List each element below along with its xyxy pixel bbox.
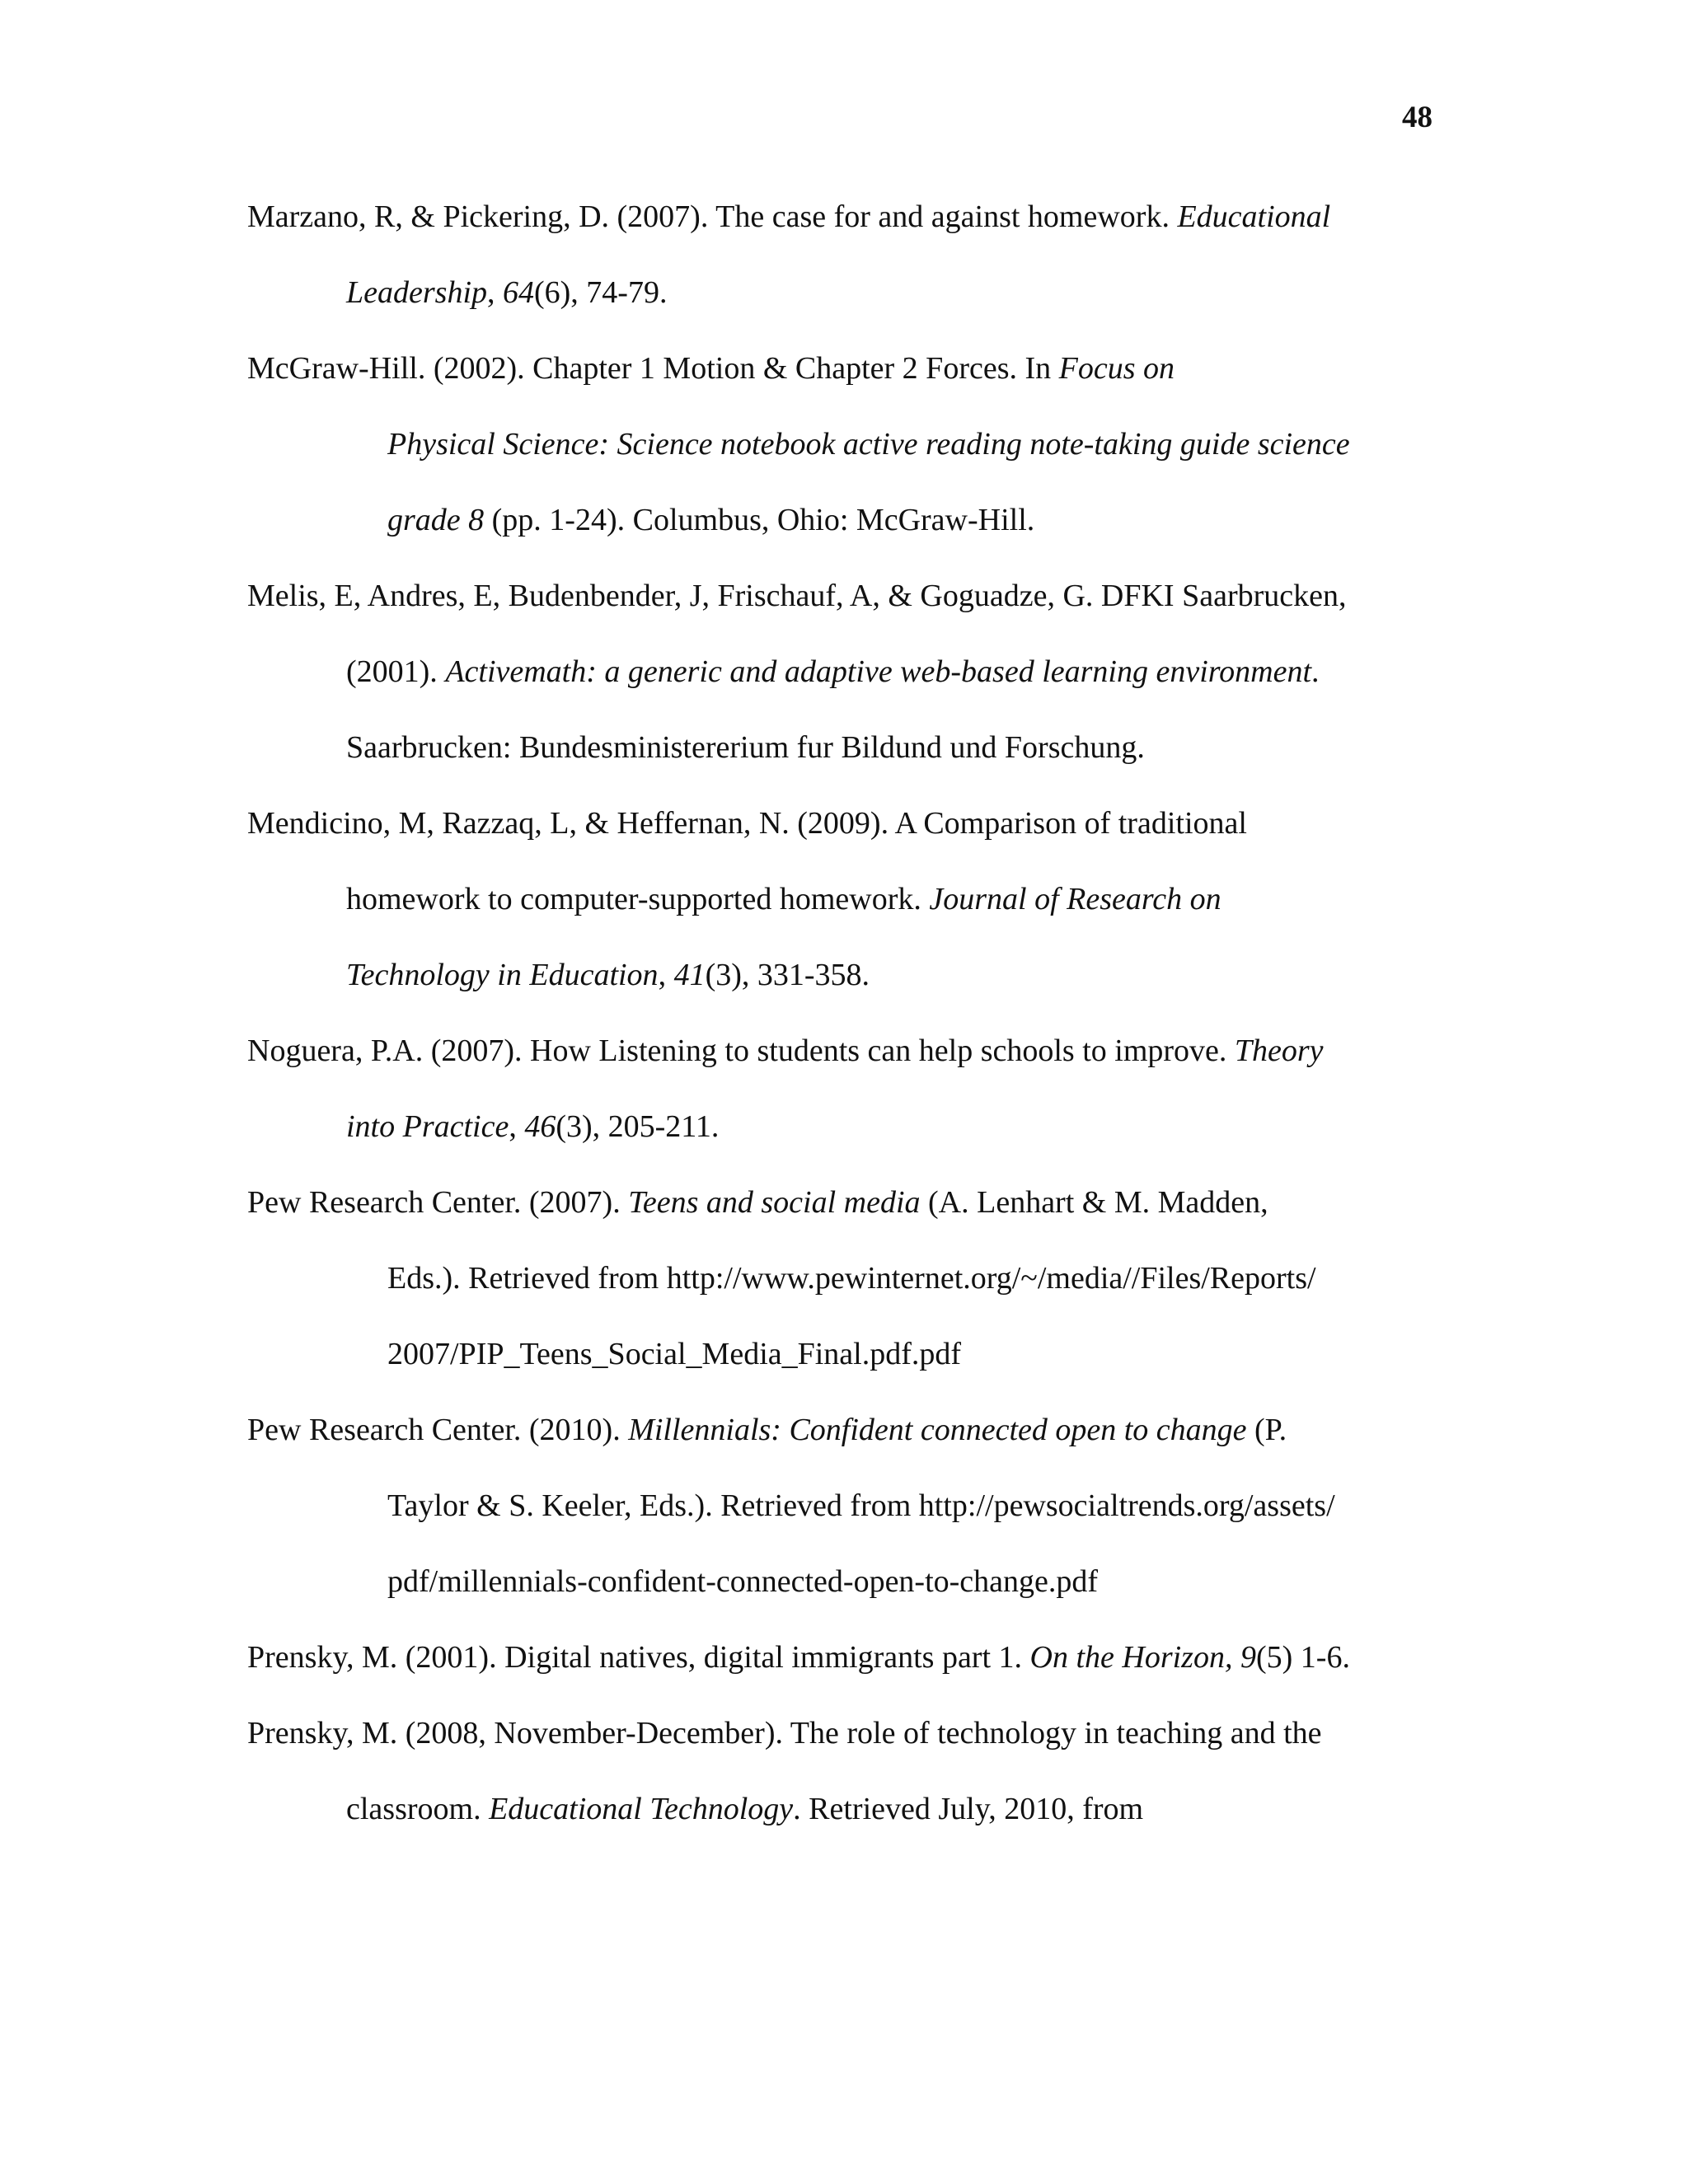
reference-italic-text: Millennials: Confident connected open to change: [628, 1413, 1247, 1447]
reference-italic-text: Leadership: [346, 275, 487, 310]
reference-text: Noguera, P.A. (2007). How Listening to students can help schools to improve.: [247, 1033, 1235, 1068]
reference-line: [346, 729, 1145, 766]
reference-text: ,: [487, 275, 503, 310]
reference-text: Prensky, M. (2008, November-December). The role of technology in teaching and the: [247, 1716, 1322, 1750]
reference-text: Marzano, R, & Pickering, D. (2007). The case for and against homework.: [247, 199, 1178, 234]
reference-italic-text: Teens and social media: [628, 1185, 921, 1220]
reference-italic-text: Technology in Education: [346, 958, 659, 992]
reference-italic-text: grade 8: [387, 503, 485, 537]
reference-text: Melis, E, Andres, E, Budenbender, J, Frischauf, A, & Goguadze, G. DFKI Saarbrucken,: [247, 579, 1347, 613]
reference-italic-text: Physical Science: Science notebook active reading note-taking guide science: [387, 427, 1350, 462]
reference-text: ,: [509, 1109, 525, 1144]
reference-text: (A. Lenhart & M. Madden,: [920, 1185, 1268, 1220]
reference-text: (3), 331-358.: [705, 958, 870, 992]
reference-text: 2007/PIP_Teens_Social_Media_Final.pdf.pdf: [387, 1337, 962, 1371]
reference-italic-text: On the Horizon, 9: [1029, 1640, 1256, 1675]
reference-text: ,: [658, 958, 674, 992]
reference-line: [247, 804, 1247, 842]
reference-text: Pew Research Center. (2010).: [247, 1413, 629, 1447]
reference-italic-text: 64: [503, 275, 534, 310]
reference-text: classroom.: [346, 1792, 490, 1826]
reference-text: (3), 205-211.: [556, 1109, 720, 1144]
reference-italic-text: into Practice: [346, 1109, 509, 1144]
reference-line: [387, 1487, 1335, 1525]
reference-text: Pew Research Center. (2007).: [247, 1185, 629, 1220]
reference-line: [346, 1790, 1143, 1828]
reference-line: [387, 425, 1350, 463]
reference-text: (P.: [1246, 1413, 1287, 1447]
reference-text: (pp. 1-24). Columbus, Ohio: McGraw-Hill.: [484, 503, 1035, 537]
reference-line: [247, 349, 1175, 387]
reference-text: (2001).: [346, 654, 446, 689]
reference-line: [346, 653, 1320, 691]
reference-italic-text: Focus on: [1058, 351, 1175, 386]
reference-line: [387, 1259, 1316, 1297]
reference-italic-text: Educational: [1177, 199, 1331, 234]
reference-line: [247, 198, 1330, 236]
reference-line: [387, 1335, 961, 1373]
page-number: 48: [1402, 101, 1432, 134]
reference-line: [247, 1032, 1324, 1070]
reference-line: [247, 1411, 1287, 1449]
reference-text: Mendicino, M, Razzaq, L, & Heffernan, N. (2009). A Comparison of traditional: [247, 806, 1247, 841]
reference-italic-text: Theory: [1234, 1033, 1324, 1068]
reference-text: Taylor & S. Keeler, Eds.). Retrieved from http://pewsocialtrends.org/assets/: [387, 1488, 1335, 1523]
reference-text: Saarbrucken: Bundesministererium fur Bildund und Forschung.: [346, 730, 1145, 765]
reference-text: pdf/millennials-confident-connected-open-to-change.pdf: [387, 1564, 1099, 1599]
reference-italic-text: Educational Technology: [489, 1792, 794, 1826]
reference-line: [247, 1638, 1350, 1676]
reference-text: McGraw-Hill. (2002). Chapter 1 Motion & Chapter 2 Forces. In: [247, 351, 1059, 386]
reference-line: [346, 956, 870, 994]
reference-line: [346, 1108, 719, 1146]
reference-text: . Retrieved July, 2010, from: [793, 1792, 1144, 1826]
reference-text: homework to computer-supported homework.: [346, 882, 930, 916]
reference-line: [247, 1183, 1268, 1221]
reference-italic-text: 46: [524, 1109, 556, 1144]
reference-line: [387, 501, 1034, 539]
reference-line: [346, 880, 1221, 918]
reference-italic-text: Journal of Research on: [929, 882, 1221, 916]
reference-text: .: [1311, 654, 1320, 689]
reference-line: [247, 1714, 1322, 1752]
reference-text: (6), 74-79.: [534, 275, 668, 310]
reference-text: Prensky, M. (2001). Digital natives, digital immigrants part 1.: [247, 1640, 1030, 1675]
reference-line: [346, 274, 667, 312]
reference-text: (5) 1-6.: [1255, 1640, 1350, 1675]
reference-line: [247, 577, 1347, 615]
reference-text: Eds.). Retrieved from http://www.pewinternet.org/~/media//Files/Reports/: [387, 1261, 1316, 1296]
reference-italic-text: Activemath: a generic and adaptive web-based learning environment: [445, 654, 1312, 689]
reference-line: [387, 1563, 1098, 1601]
reference-italic-text: 41: [673, 958, 706, 992]
